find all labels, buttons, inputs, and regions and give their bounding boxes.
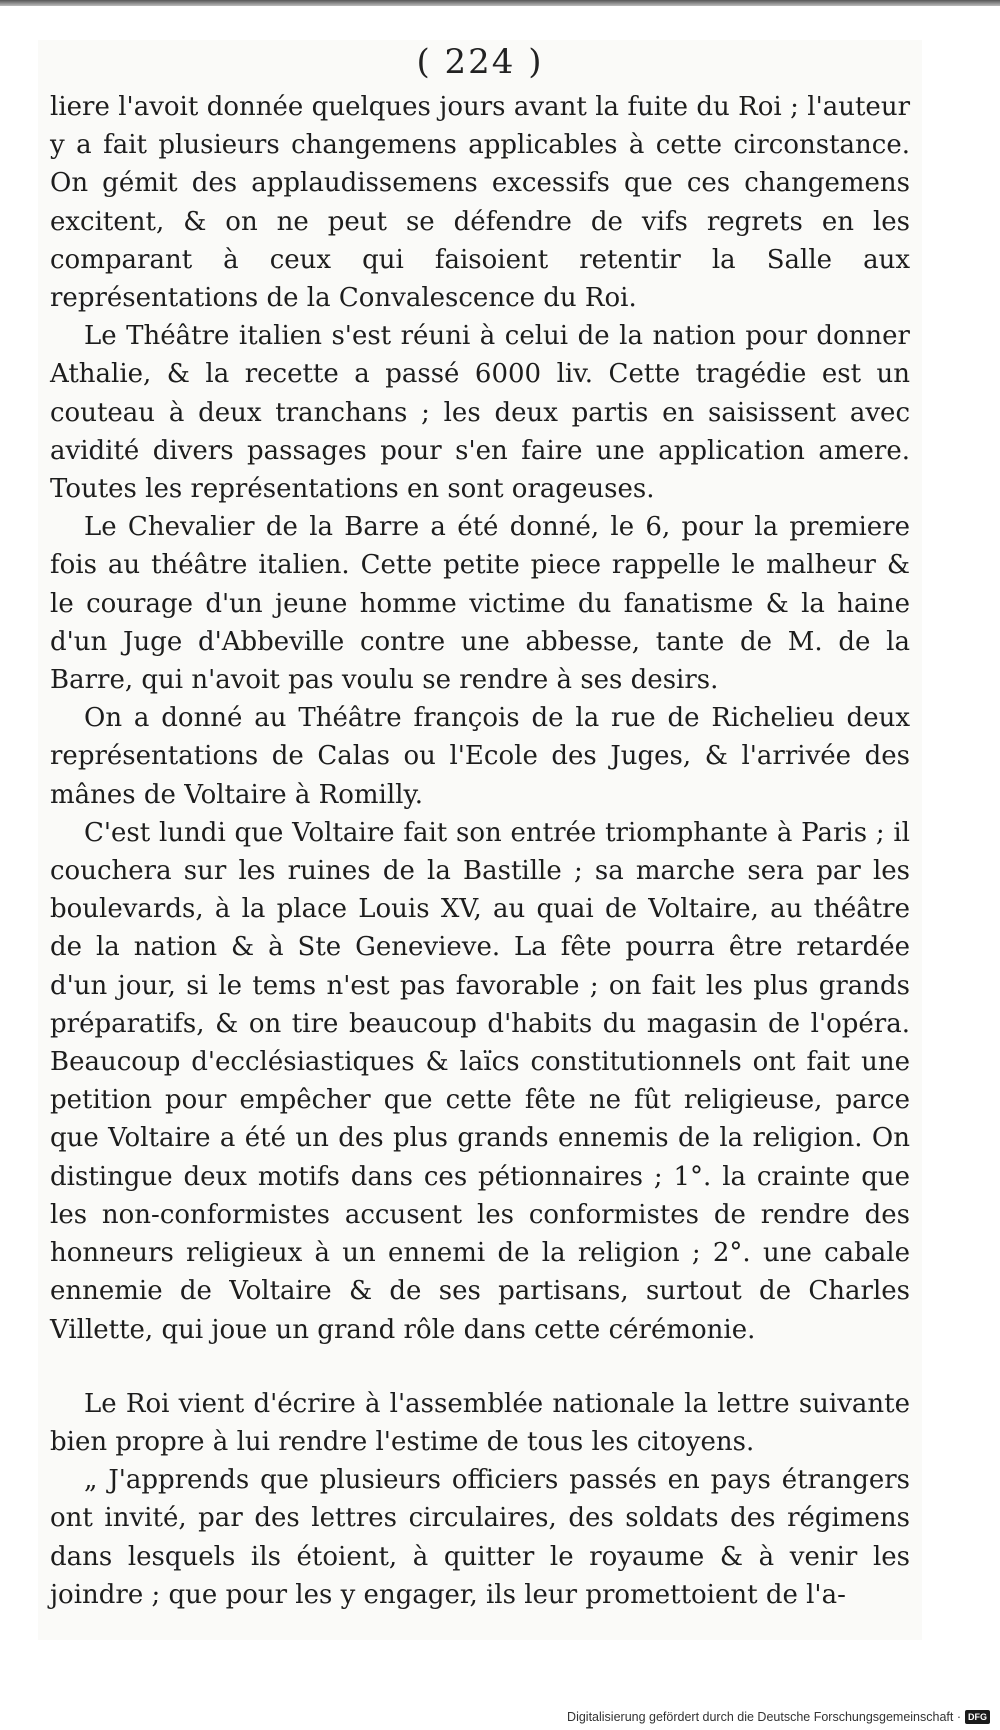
paragraph-1: liere l'avoit donnée quelques jours avant la fuite du Roi ; l'auteur y a fait plusieurs changemens applicables à cette circonstance. On gémit des applaudissemens excessifs que ces changemens excitent, & on ne peut se défendre de vifs regrets en les comparant à ceux qui faisoient retentir la Salle aux représentations de la Convalescence du Roi. — [50, 92, 910, 314]
paragraph-5: C'est lundi que Voltaire fait son entrée triomphante à Paris ; il couchera sur les ruines de la Bastille ; sa marche sera par les boulevards, à la place Louis XV, au quai de Voltaire, au théâtre de la nation & à Ste Genevieve. La fête pourra être retardée d'un jour, si le tems n'est pas favorable ; on fait les plus grands préparatifs, & on tire beaucoup d'habits du magasin de l'opéra. Beaucoup d'ecclésiastiques & laïcs constitutionnels ont fait une petition pour empêcher que cette fête ne fût religieuse, parce que Voltaire a été un des plus grands ennemis de la religion. On distingue deux motifs dans ces pétionnaires ; 1°. la crainte que les non-conformistes accusent les conformistes de rendre des honneurs religieux à un ennemi de la religion ; 2°. une cabale ennemie de Voltaire & de ses partisans, surtout de Charles Villette, qui joue un grand rôle dans cette cérémonie. — [50, 817, 910, 1345]
scan-top-edge — [0, 0, 1000, 6]
credit-text: Digitalisierung gefördert durch die Deutsche Forschungsgemeinschaft · — [567, 1710, 961, 1724]
page-text — [50, 88, 910, 1614]
paragraph-4: On a donné au Théâtre françois de la rue de Richelieu deux représentations de Calas ou l'Ecole des Juges, & l'arrivée des mânes de Voltaire à Romilly. — [50, 703, 910, 810]
book-page — [38, 40, 922, 1640]
paragraph-7: „ J'apprends que plusieurs officiers passés en pays étrangers ont invité, par des lettres circulaires, des soldats des régimens dans lesquels ils étoient, à quitter le royaume & à venir les joindre ; que pour les y engager, ils leur promettoient de l'a- — [50, 1465, 910, 1610]
paragraph-6: Le Roi vient d'écrire à l'assemblée nationale la lettre suivante bien propre à lui rendre l'estime de tous les citoyens. — [50, 1388, 910, 1457]
paragraph-3: Le Chevalier de la Barre a été donné, le 6, pour la premiere fois au théâtre italien. Cette petite piece rappelle le malheur & le courage d'un jeune homme victime du fanatisme & la haine d'un Juge d'Abbeville contre une abbesse, tante de M. de la Barre, qui n'avoit pas voulu se rendre à ses desirs. — [50, 512, 910, 696]
paragraph-2: Le Théâtre italien s'est réuni à celui de la nation pour donner Athalie, & la recette a passé 6000 liv. Cette tragédie est un couteau à deux tranchans ; les deux partis en saisissent avec avidité divers passages pour s'en faire une application amere. Toutes les représentations en sont orageuses. — [50, 321, 910, 505]
page-number: ( 224 ) — [416, 42, 544, 82]
digitization-credit — [567, 1710, 990, 1724]
dfg-logo-icon: DFG — [965, 1710, 990, 1724]
